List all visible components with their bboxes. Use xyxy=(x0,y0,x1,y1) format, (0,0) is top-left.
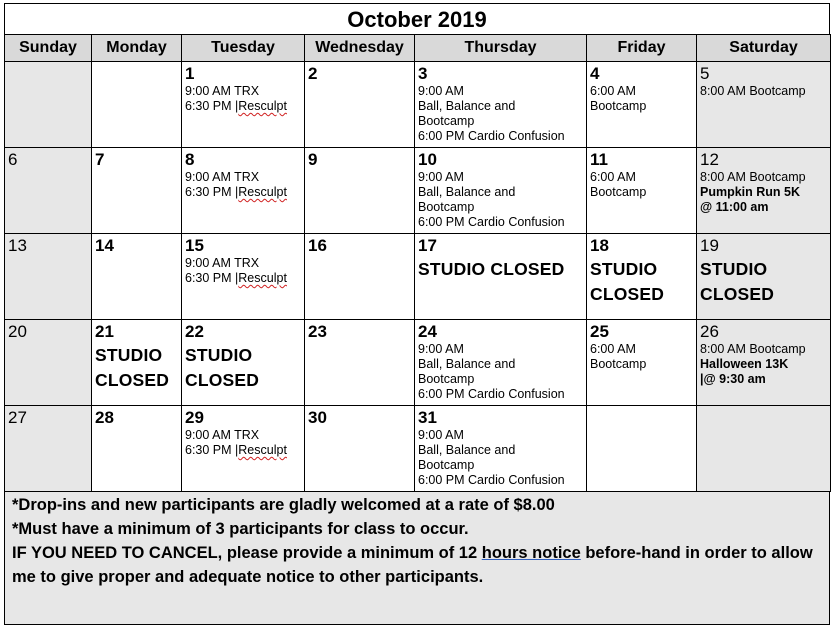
day-cell xyxy=(92,148,182,234)
event-line: 8:00 AM Bootcamp xyxy=(700,170,806,184)
day-number: 2 xyxy=(308,64,318,83)
weekday-thursday: Thursday xyxy=(415,35,587,62)
note-cancel-text-start: IF YOU NEED TO CANCEL, please provide a minimum of 12 xyxy=(12,544,482,562)
weekday-tuesday: Tuesday xyxy=(182,35,305,62)
weekday-header-row xyxy=(5,35,831,62)
day-cell xyxy=(697,62,831,148)
notes-section xyxy=(4,492,830,625)
event-line: Bootcamp xyxy=(418,372,475,386)
day-cell xyxy=(305,320,415,406)
day-cell xyxy=(5,320,92,406)
day-number: 12 xyxy=(700,150,719,169)
day-number: 10 xyxy=(418,150,437,169)
day-number: 22 xyxy=(185,322,204,341)
week-row xyxy=(5,234,831,320)
studio-closed-label: STUDIO xyxy=(95,345,163,365)
day-number: 18 xyxy=(590,236,609,255)
note-cancel-text-end: before-hand in order to allow me to give proper and adequate notice to other participants. xyxy=(12,544,813,586)
day-number: 3 xyxy=(418,64,428,83)
studio-closed-label: CLOSED xyxy=(590,284,665,304)
day-number: 11 xyxy=(590,150,608,169)
day-number: 27 xyxy=(8,408,27,427)
day-cell xyxy=(92,320,182,406)
note-cancel-underlined: hours notice xyxy=(481,544,581,562)
special-event-line: Pumpkin Run 5K xyxy=(700,185,801,199)
studio-closed-label: CLOSED xyxy=(700,284,775,304)
special-event-line: @ 11:00 am xyxy=(700,200,769,214)
week-row xyxy=(5,406,831,492)
day-cell xyxy=(182,320,305,406)
weekday-wednesday: Wednesday xyxy=(305,35,415,62)
day-cell xyxy=(182,234,305,320)
day-number: 16 xyxy=(308,236,327,255)
day-cell xyxy=(697,406,831,492)
day-number: 6 xyxy=(8,150,18,169)
event-line: 9:00 AM TRX xyxy=(185,256,260,270)
event-line: 6:30 PM |Resculpt xyxy=(185,443,287,457)
event-line: 6:00 PM Cardio Confusion xyxy=(418,129,565,143)
day-cell xyxy=(415,320,587,406)
day-cell xyxy=(415,62,587,148)
day-number: 23 xyxy=(308,322,327,341)
studio-closed-label: STUDIO xyxy=(700,259,768,279)
event-line: 6:30 PM |Resculpt xyxy=(185,99,287,113)
day-cell xyxy=(182,406,305,492)
week-row xyxy=(5,62,831,148)
event-line: 9:00 AM TRX xyxy=(185,84,260,98)
event-line: Bootcamp xyxy=(418,200,475,214)
day-cell xyxy=(5,406,92,492)
event-line: Bootcamp xyxy=(418,458,475,472)
day-number: 9 xyxy=(308,150,318,169)
day-cell xyxy=(305,62,415,148)
day-number: 26 xyxy=(700,322,719,341)
studio-closed-label: CLOSED xyxy=(95,370,170,390)
day-number: 13 xyxy=(8,236,27,255)
studio-closed-label: STUDIO xyxy=(590,259,658,279)
calendar-title: October 2019 xyxy=(4,3,830,34)
event-line: 9:00 AM xyxy=(418,170,464,184)
day-cell xyxy=(587,320,697,406)
day-cell xyxy=(415,148,587,234)
day-cell xyxy=(305,406,415,492)
day-number: 28 xyxy=(95,408,114,427)
calendar-grid xyxy=(4,34,831,492)
day-number: 15 xyxy=(185,236,204,255)
event-line: 6:00 AM xyxy=(590,170,636,184)
calendar-document xyxy=(4,3,830,625)
day-cell xyxy=(5,62,92,148)
day-cell xyxy=(305,234,415,320)
event-line: Bootcamp xyxy=(590,357,647,371)
studio-closed-label: STUDIO xyxy=(185,345,253,365)
event-line: Bootcamp xyxy=(590,185,647,199)
event-line: 6:00 PM Cardio Confusion xyxy=(418,387,565,401)
day-number: 14 xyxy=(95,236,114,255)
day-number: 4 xyxy=(590,64,600,83)
studio-closed-label: CLOSED xyxy=(185,370,260,390)
event-line: 6:00 PM Cardio Confusion xyxy=(418,473,565,487)
event-line: 6:00 AM xyxy=(590,342,636,356)
day-cell xyxy=(92,62,182,148)
event-line: 8:00 AM Bootcamp xyxy=(700,84,806,98)
day-number: 5 xyxy=(700,64,710,83)
day-number: 8 xyxy=(185,150,195,169)
day-cell xyxy=(697,234,831,320)
day-cell xyxy=(415,234,587,320)
event-line: Bootcamp xyxy=(418,114,475,128)
day-cell xyxy=(92,406,182,492)
day-cell xyxy=(587,62,697,148)
event-line: 9:00 AM TRX xyxy=(185,428,260,442)
day-cell xyxy=(182,148,305,234)
day-number: 17 xyxy=(418,236,437,255)
event-line: Bootcamp xyxy=(590,99,647,113)
calendar-weeks xyxy=(5,62,831,492)
day-number: 24 xyxy=(418,322,437,341)
weekday-saturday: Saturday xyxy=(697,35,831,62)
day-cell xyxy=(697,148,831,234)
event-line: Ball, Balance and xyxy=(418,443,516,457)
day-cell xyxy=(5,148,92,234)
day-cell xyxy=(697,320,831,406)
event-line: 6:00 PM Cardio Confusion xyxy=(418,215,565,229)
event-line: 6:30 PM |Resculpt xyxy=(185,271,287,285)
day-cell xyxy=(182,62,305,148)
day-cell xyxy=(92,234,182,320)
day-cell xyxy=(305,148,415,234)
week-row xyxy=(5,320,831,406)
event-line: 6:30 PM |Resculpt xyxy=(185,185,287,199)
event-line: 6:00 AM xyxy=(590,84,636,98)
event-line: 9:00 AM TRX xyxy=(185,170,260,184)
day-cell xyxy=(415,406,587,492)
day-cell xyxy=(5,234,92,320)
week-row xyxy=(5,148,831,234)
day-cell xyxy=(587,148,697,234)
note-minimum-participants: *Must have a minimum of 3 participants for class to occur. xyxy=(12,520,469,538)
day-number: 20 xyxy=(8,322,27,341)
day-number: 31 xyxy=(418,408,437,427)
event-line: 9:00 AM xyxy=(418,342,464,356)
event-line: 9:00 AM xyxy=(418,428,464,442)
event-line: 9:00 AM xyxy=(418,84,464,98)
event-line: Ball, Balance and xyxy=(418,357,516,371)
event-line: 8:00 AM Bootcamp xyxy=(700,342,806,356)
special-event-line: Halloween 13K xyxy=(700,357,789,371)
day-number: 25 xyxy=(590,322,609,341)
day-cell xyxy=(587,234,697,320)
event-line: Ball, Balance and xyxy=(418,185,516,199)
note-cancellation xyxy=(12,541,823,589)
day-number: 7 xyxy=(95,150,105,169)
studio-closed-label: STUDIO CLOSED xyxy=(418,259,565,279)
day-number: 29 xyxy=(185,408,204,427)
day-number: 21 xyxy=(95,322,114,341)
special-event-line: |@ 9:30 am xyxy=(700,372,766,386)
note-drop-in-rate: *Drop-ins and new participants are gladly welcomed at a rate of $8.00 xyxy=(12,496,555,514)
day-number: 1 xyxy=(185,64,195,83)
day-number: 19 xyxy=(700,236,719,255)
event-line: Ball, Balance and xyxy=(418,99,516,113)
weekday-sunday: Sunday xyxy=(5,35,92,62)
day-number: 30 xyxy=(308,408,327,427)
weekday-friday: Friday xyxy=(587,35,697,62)
weekday-monday: Monday xyxy=(92,35,182,62)
day-cell xyxy=(587,406,697,492)
